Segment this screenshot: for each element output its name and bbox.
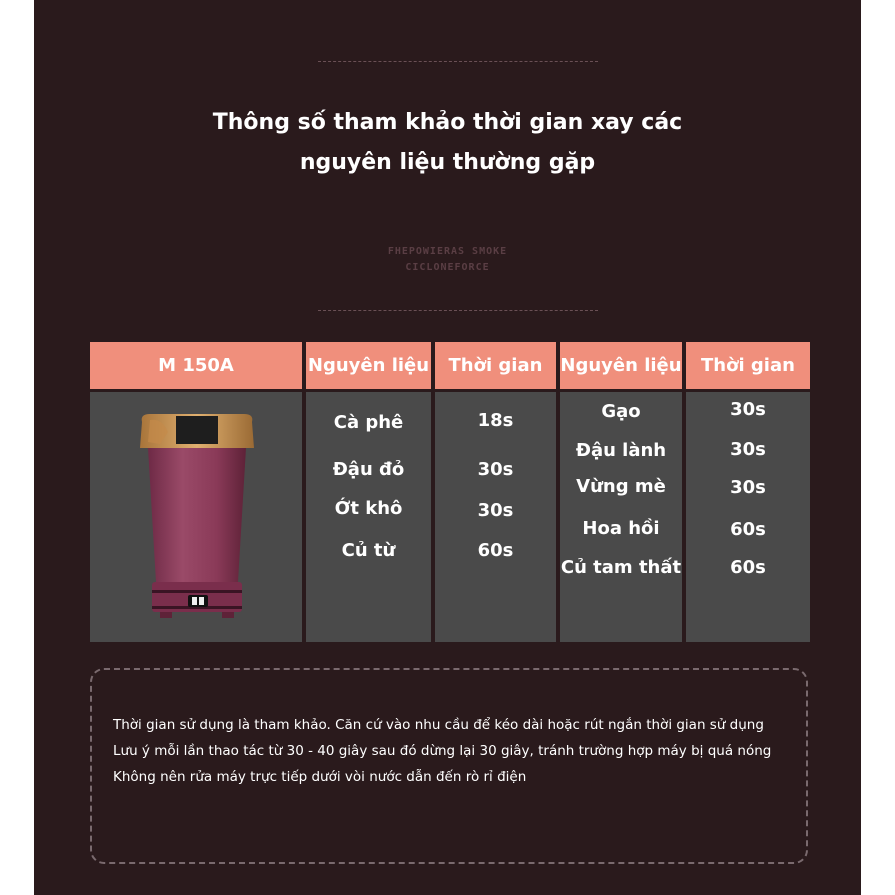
- model-label: M 150A: [158, 355, 234, 376]
- ingredient-column-2: [560, 392, 682, 642]
- time-left-4: 60s: [477, 540, 514, 561]
- header-ingredient-2-label: Nguyên liệu: [560, 355, 682, 376]
- time-right-4: 60s: [730, 519, 766, 540]
- header-time-2-label: Thời gian: [701, 355, 795, 376]
- time-right-1: 30s: [730, 399, 766, 420]
- time-right-5: 60s: [730, 557, 766, 578]
- header-ingredient-1: [306, 342, 431, 389]
- ingredient-right-3: Vừng mè: [576, 476, 666, 497]
- model-header: [90, 342, 302, 389]
- ingredient-right-5: Củ tam thất: [560, 557, 682, 578]
- time-left-1: 18s: [477, 410, 514, 431]
- header-ingredient-1-label: Nguyên liệu: [307, 355, 430, 376]
- product-image-cell: [90, 392, 302, 642]
- ingredient-left-2: Đậu đỏ: [332, 459, 405, 480]
- note-line-3: Không nên rửa máy trực tiếp dưới vòi nước dẫn đến rò rỉ điện: [113, 769, 527, 785]
- ingredient-right-4: Hoa hồi: [582, 518, 660, 539]
- ingredient-right-1: Gạo: [601, 401, 641, 422]
- time-left-3: 30s: [477, 500, 514, 521]
- top-divider: [318, 61, 598, 62]
- page-title-line1: Thông số tham khảo thời gian xay các: [212, 110, 683, 135]
- header-time-1-label: Thời gian: [448, 355, 543, 376]
- middle-divider: [318, 310, 598, 311]
- watermark-line1: FHEPOWIERAS SMOKE: [387, 246, 508, 257]
- coffee-grinder-image: [90, 392, 302, 642]
- time-column-2: [686, 392, 810, 642]
- time-right-2: 30s: [730, 439, 766, 460]
- ingredient-left-4: Củ từ: [341, 540, 396, 561]
- note-line-2: Lưu ý mỗi lần thao tác từ 30 - 40 giây sau đó dừng lại 30 giây, tránh trường hợp máy bị quá nóng: [113, 743, 772, 759]
- time-right-3: 30s: [730, 477, 766, 498]
- ingredient-left-3: Ớt khô: [334, 498, 403, 519]
- ingredient-left-1: Cà phê: [333, 412, 404, 433]
- page-title-line2: nguyên liệu thường gặp: [299, 150, 596, 175]
- time-left-2: 30s: [477, 459, 514, 480]
- header-ingredient-2: [560, 342, 682, 389]
- notes-box: [90, 668, 808, 864]
- header-time-1: [435, 342, 556, 389]
- watermark-line2: CICLONEFORCE: [405, 262, 490, 273]
- ingredient-right-2: Đậu lành: [575, 440, 667, 461]
- header-time-2: [686, 342, 810, 389]
- note-line-1: Thời gian sử dụng là tham khảo. Căn cứ vào nhu cầu để kéo dài hoặc rút ngắn thời gian sử dụng: [113, 717, 764, 733]
